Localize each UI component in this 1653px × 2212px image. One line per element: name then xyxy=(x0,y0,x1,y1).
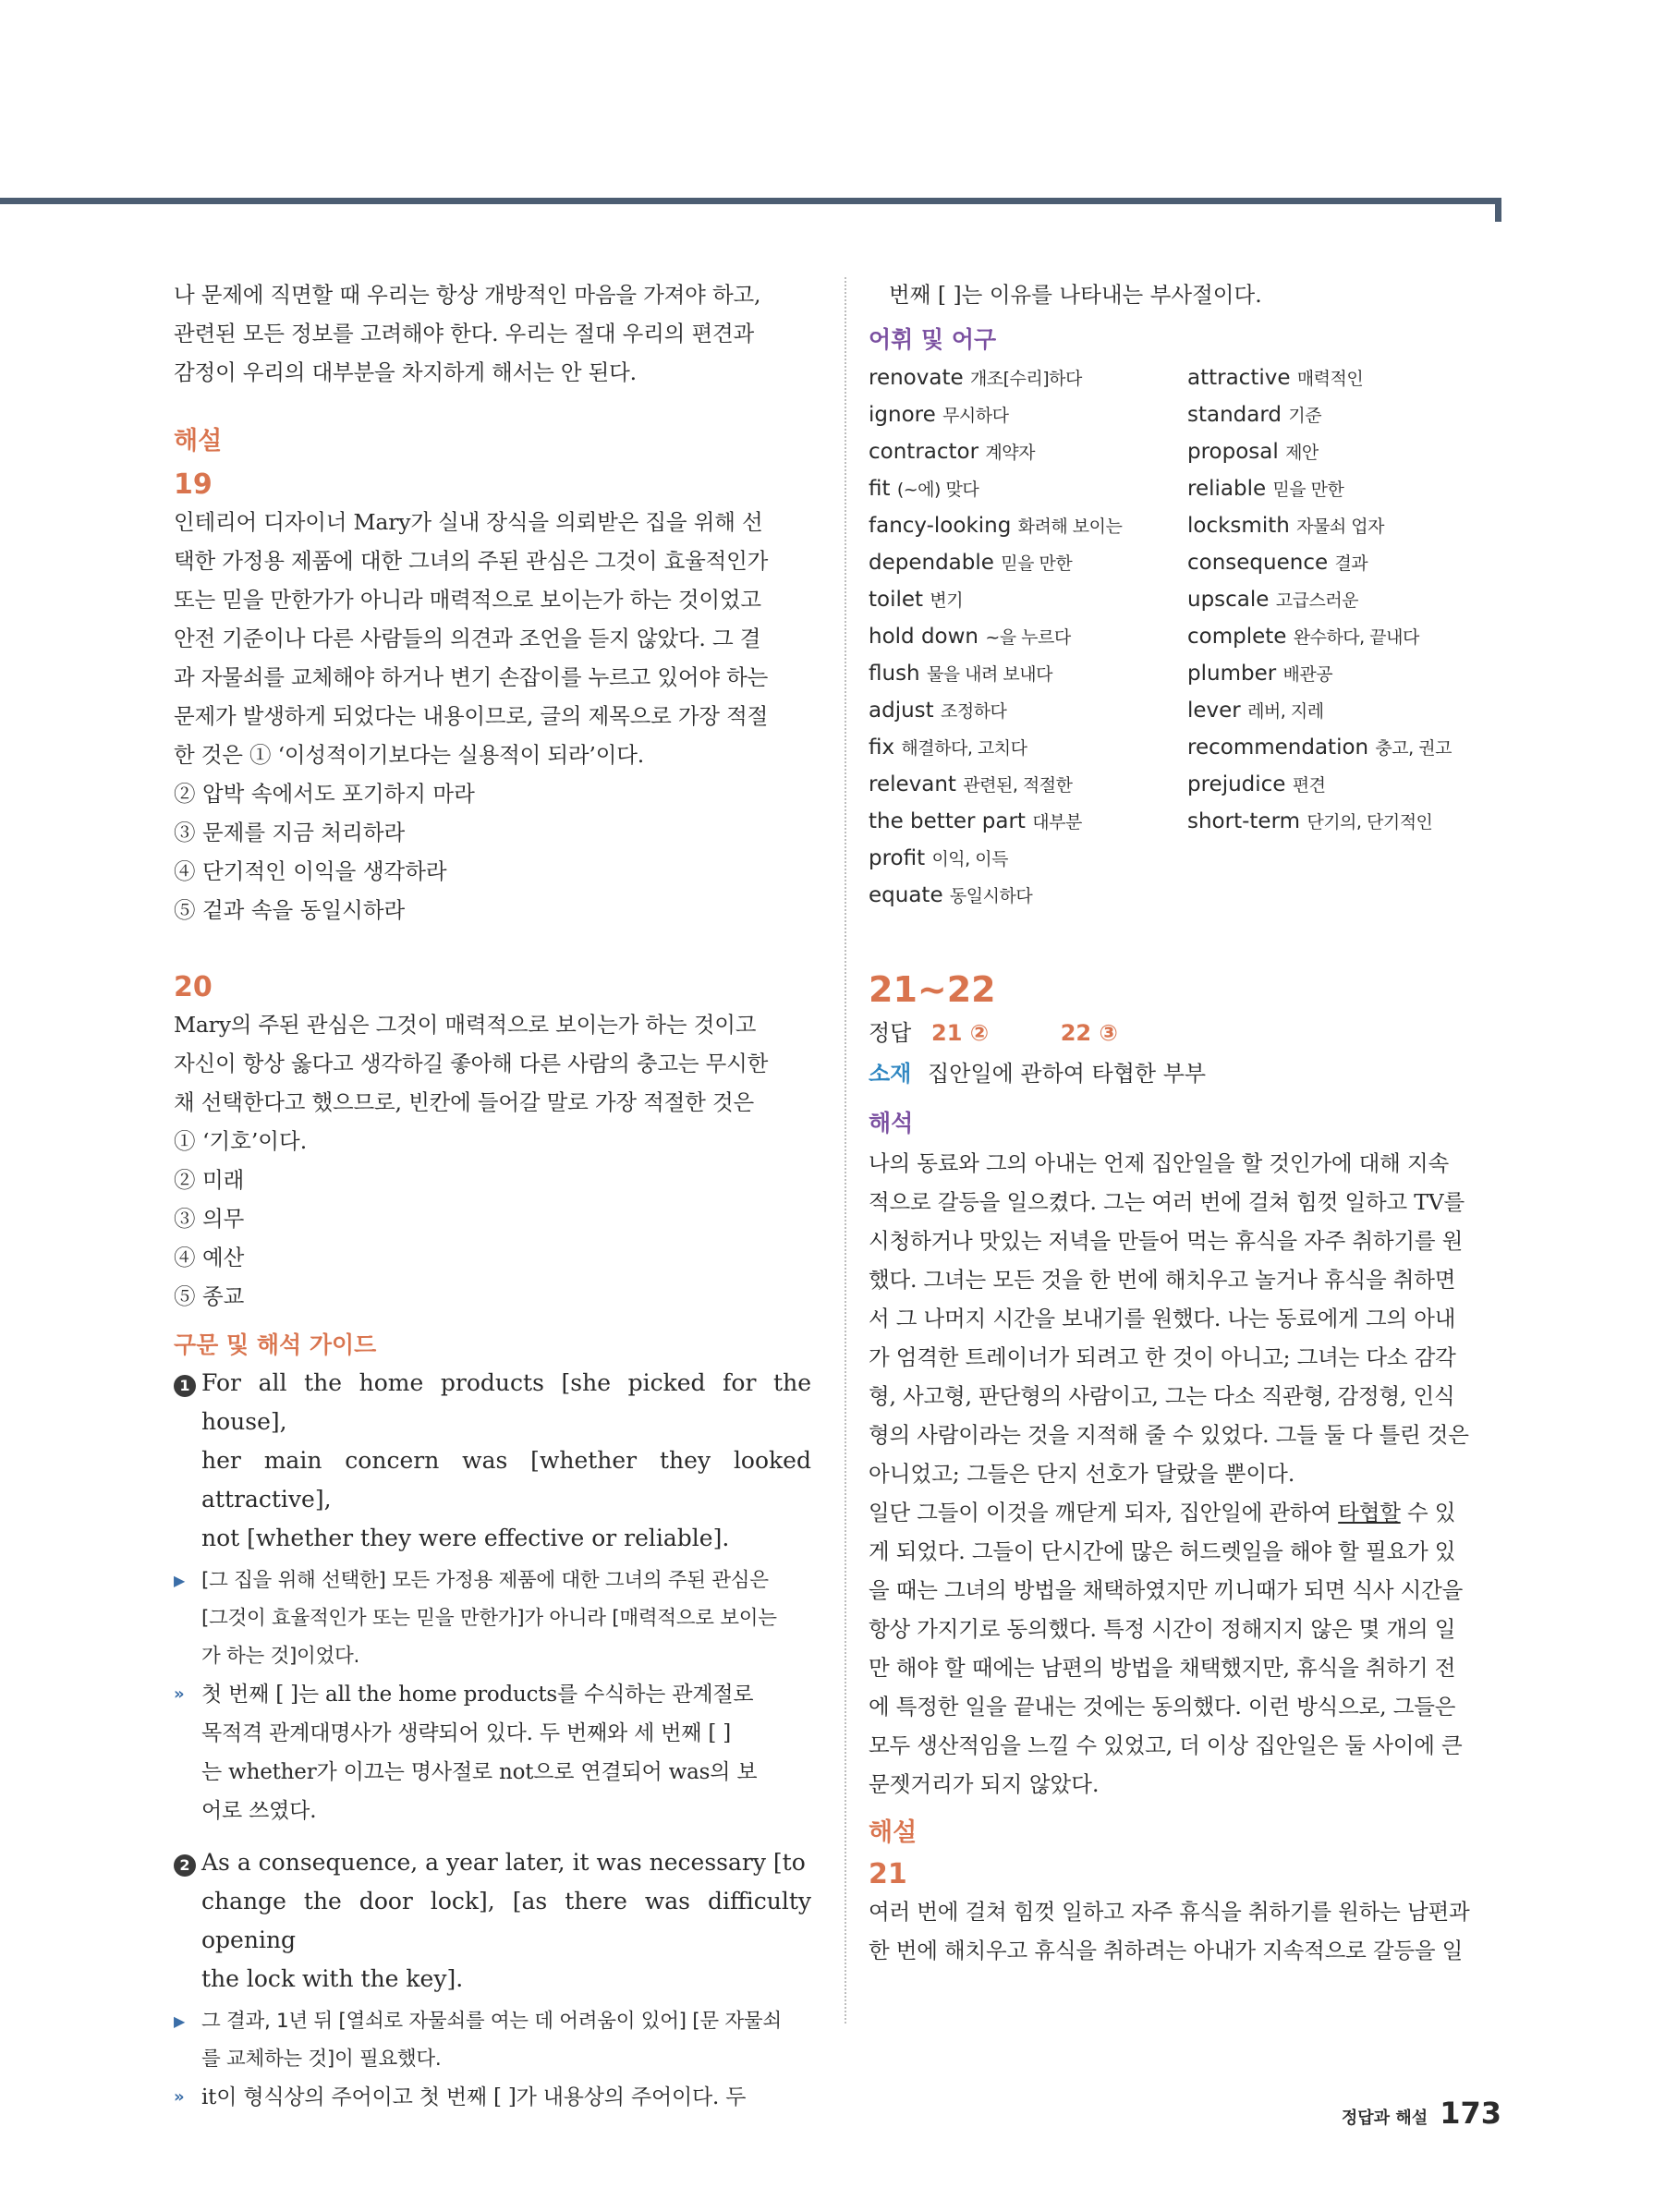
vocab-item xyxy=(1187,508,1506,545)
vocab-list xyxy=(869,360,1506,915)
translation-line: 형, 사고형, 판단형의 사람이고, 그는 다소 직관형, 감정형, 인식 xyxy=(869,1383,1455,1409)
vocab-item xyxy=(869,656,1187,693)
vocab-word: fix xyxy=(869,735,895,760)
translation-line: 했다. 그녀는 모든 것을 한 번에 해치우고 놀거나 휴식을 취하면 xyxy=(869,1267,1456,1293)
translation-line: 아니었고; 그들은 단지 선호가 달랐을 뿐이다. xyxy=(869,1461,1295,1487)
translation-line xyxy=(869,1493,1506,1532)
question-number-21-22: 21~22 xyxy=(869,969,996,1010)
vocab-word: relevant xyxy=(869,772,956,796)
grammar-note-line: it이 형식상의 주어이고 첫 번째 [ ]가 내용상의 주어이다. 두 xyxy=(201,2085,747,2109)
vocab-meaning: 매력적인 xyxy=(1296,369,1364,389)
q20-line: 채 선택한다고 했으므로, 빈칸에 들어갈 말로 가장 적절한 것은 xyxy=(174,1089,754,1115)
q20-option: ⑤ 종교 xyxy=(174,1283,245,1309)
vocab-item xyxy=(869,582,1187,619)
answer-label: 정답 xyxy=(869,1020,912,1046)
sentence-2-line: As a consequence, a year later, it was necessary [to xyxy=(201,1849,806,1876)
vocab-word: upscale xyxy=(1187,588,1270,612)
translation-line: 을 때는 그녀의 방법을 채택하였지만 끼니때가 되면 식사 시간을 xyxy=(869,1577,1464,1603)
q19-line: 과 자물쇠를 교체해야 하거나 변기 손잡이를 누르고 있어야 하는 xyxy=(174,664,769,690)
vocab-word: fit xyxy=(869,477,891,501)
vocab-word: dependable xyxy=(869,551,994,575)
grammar-note-line: 첫 번째 [ ]는 all the home products를 수식하는 관계절로 xyxy=(201,1683,754,1707)
sentence-1-line: For all the home products [she picked for the house], xyxy=(201,1369,811,1435)
translation-line: 에 특정한 일을 끝내는 것에는 동의했다. 이런 방식으로, 그들은 xyxy=(869,1694,1456,1720)
vocab-word: adjust xyxy=(869,699,934,723)
sentence-1-line: her main concern was [whether they looked attractive], xyxy=(201,1447,811,1513)
vocab-word: renovate xyxy=(869,366,964,390)
vocab-meaning: 자물쇠 업자 xyxy=(1296,517,1384,537)
vocab-meaning: 계약자 xyxy=(985,443,1035,463)
vocab-item xyxy=(1187,397,1506,434)
vocab-meaning: 완수하다, 끝내다 xyxy=(1293,627,1419,648)
vocab-meaning: 기준 xyxy=(1288,406,1322,426)
underlined-word: 타협할 xyxy=(1338,1500,1401,1525)
translation-line: 서 그 나머지 시간을 보내기를 원했다. 나는 동료에게 그의 아내 xyxy=(869,1306,1456,1331)
q20-option: ④ 예산 xyxy=(174,1245,245,1270)
vocab-word: the better part xyxy=(869,809,1026,833)
vocab-meaning: 화려해 보이는 xyxy=(1017,517,1123,537)
vocab-meaning: 무시하다 xyxy=(942,406,1009,426)
double-chevron-icon: » xyxy=(174,2087,185,2107)
column-divider xyxy=(845,277,846,2024)
vocab-meaning: 해결하다, 고치다 xyxy=(901,738,1027,759)
question-number-20: 20 xyxy=(174,971,213,1003)
vocab-word: ignore xyxy=(869,403,936,427)
sentence-1-line: not [whether they were effective or reliable]. xyxy=(201,1525,730,1551)
translation-fragment: 일단 그들이 이것을 깨닫게 되자, 집안일에 관하여 xyxy=(869,1500,1339,1525)
vocab-item xyxy=(1187,767,1506,804)
vocab-word: complete xyxy=(1187,625,1287,649)
intro-line: 나 문제에 직면할 때 우리는 항상 개방적인 마음을 가져야 하고, xyxy=(174,282,761,308)
vocab-meaning: 결과 xyxy=(1334,553,1368,574)
vocab-item xyxy=(869,730,1187,767)
vocab-item xyxy=(1187,693,1506,730)
translation-line: 항상 가지기로 동의했다. 특정 시간이 정해지지 않은 몇 개의 일 xyxy=(869,1616,1456,1642)
vocab-word: attractive xyxy=(1187,366,1291,390)
vocab-meaning: 변기 xyxy=(930,590,964,611)
continued-note-line: 번째 [ ]는 이유를 나타내는 부사절이다. xyxy=(889,282,1262,308)
vocab-word: contractor xyxy=(869,440,979,464)
sentence-2-line: change the door lock], [as there was difficulty opening xyxy=(201,1888,811,1953)
q20-explanation xyxy=(174,1005,811,1316)
q19-line: 안전 기준이나 다른 사람들의 의견과 조언을 듣지 않았다. 그 결 xyxy=(174,626,761,651)
vocab-word: toilet xyxy=(869,588,924,612)
translation-line: [그것이 효율적인가 또는 믿을 만한가]가 아니라 [매력적으로 보이는 xyxy=(201,1607,777,1630)
vocab-item xyxy=(869,545,1187,582)
translation-line: 를 교체하는 것]이 필요했다. xyxy=(201,2048,442,2071)
grammar-note-line: 는 whether가 이끄는 명사절로 not으로 연결되어 was의 보 xyxy=(201,1760,758,1784)
vocab-meaning: 믿을 만한 xyxy=(1272,480,1344,500)
intro-line: 관련된 모든 정보를 고려해야 한다. 우리는 절대 우리의 편견과 xyxy=(174,321,754,346)
q20-option: ② 미래 xyxy=(174,1167,245,1193)
vocab-word: short-term xyxy=(1187,809,1301,833)
vocab-word: consequence xyxy=(1187,551,1329,575)
vocab-title: 어휘 및 어구 xyxy=(869,326,997,353)
vocab-item xyxy=(869,619,1187,656)
vocab-item xyxy=(869,804,1187,841)
translation-line: 적으로 갈등을 일으켰다. 그는 여러 번에 걸쳐 힘껏 일하고 TV를 xyxy=(869,1189,1465,1215)
translation-line: 게 되었다. 그들이 단시간에 많은 허드렛일을 해야 할 필요가 있 xyxy=(869,1538,1456,1564)
vocab-meaning: (~에) 맞다 xyxy=(896,480,979,500)
translation-line: 가 하는 것]이었다. xyxy=(201,1645,359,1668)
sentence-2 xyxy=(174,1843,811,2117)
vocab-meaning: 단기의, 단기적인 xyxy=(1307,812,1433,833)
translation-line: 가 엄격한 트레이너가 되려고 한 것이 아니고; 그녀는 다소 감각 xyxy=(869,1344,1456,1370)
sentence-1 xyxy=(174,1364,811,1830)
vocab-meaning: 충고, 권고 xyxy=(1375,738,1452,759)
number-2-icon: 2 xyxy=(174,1854,196,1877)
triangle-right-icon: ▶ xyxy=(174,2012,186,2030)
vocab-meaning: ~을 누르다 xyxy=(985,627,1071,648)
vocab-meaning: 개조[수리]하다 xyxy=(969,369,1082,389)
q19-option: ⑤ 겉과 속을 동일시하라 xyxy=(174,897,406,923)
vocab-item xyxy=(1187,545,1506,582)
translation-line: 모두 생산적임을 느낄 수 있었고, 더 이상 집안일은 둘 사이에 큰 xyxy=(869,1732,1463,1758)
vocab-item xyxy=(1187,730,1506,767)
vocab-meaning: 레버, 지레 xyxy=(1247,701,1324,722)
translation-line: 시청하거나 맛있는 저녁을 만들어 먹는 휴식을 자주 취하기를 원 xyxy=(869,1228,1464,1254)
vocab-item xyxy=(869,397,1187,434)
header-rule-tick xyxy=(1495,198,1501,222)
vocab-item xyxy=(869,841,1187,878)
q19-line: 한 것은 ① ‘이성적이기보다는 실용적이 되라’이다. xyxy=(174,742,644,768)
vocab-item xyxy=(1187,619,1506,656)
vocab-column-left xyxy=(869,360,1187,915)
vocab-word: profit xyxy=(869,846,926,870)
vocab-item xyxy=(1187,434,1506,471)
vocab-meaning: 이익, 이득 xyxy=(931,849,1008,869)
q19-option: ③ 문제를 지금 처리하라 xyxy=(174,820,406,845)
vocab-word: hold down xyxy=(869,625,979,649)
vocab-meaning: 고급스러운 xyxy=(1275,590,1359,611)
page-footer xyxy=(1342,2096,1501,2131)
topic-text: 집안일에 관하여 타협한 부부 xyxy=(928,1061,1207,1087)
section-title-guide: 구문 및 해석 가이드 xyxy=(174,1331,377,1358)
q20-line: Mary의 주된 관심은 그것이 매력적으로 보이는가 하는 것이고 xyxy=(174,1012,757,1038)
q19-option: ② 압박 속에서도 포기하지 마라 xyxy=(174,781,475,807)
vocab-word: locksmith xyxy=(1187,514,1290,538)
question-number-21: 21 xyxy=(869,1858,907,1890)
answer-22: 22 ③ xyxy=(1060,1020,1118,1046)
vocab-meaning: 믿을 만한 xyxy=(1001,553,1073,574)
topic-row xyxy=(869,1053,1506,1094)
vocab-word: standard xyxy=(1187,403,1282,427)
translation-line: 만 해야 할 때에는 남편의 방법을 채택했지만, 휴식을 취하기 전 xyxy=(869,1655,1456,1681)
sentence-2-line: the lock with the key]. xyxy=(201,1965,464,1992)
vocab-word: proposal xyxy=(1187,440,1279,464)
q20-line: ① ‘기호’이다. xyxy=(174,1128,308,1154)
translation-line: 나의 동료와 그의 아내는 언제 집안일을 할 것인가에 대해 지속 xyxy=(869,1150,1449,1176)
vocab-meaning: 물을 내려 보내다 xyxy=(926,664,1052,685)
double-chevron-icon: » xyxy=(174,1684,185,1704)
grammar-note-line: 어로 쓰였다. xyxy=(201,1799,317,1823)
translation-line: 그 결과, 1년 뒤 [열쇠로 자물쇠를 여는 데 어려움이 있어] [문 자물쇠 xyxy=(201,2010,782,2033)
footer-label: 정답과 해설 xyxy=(1341,2109,1428,2128)
vocab-word: reliable xyxy=(1187,477,1267,501)
vocab-item xyxy=(869,471,1187,508)
topic-label: 소재 xyxy=(869,1061,912,1087)
right-column xyxy=(869,275,1506,1970)
left-column xyxy=(174,275,811,2117)
section-title-haeseol: 해설 xyxy=(869,1818,918,1847)
q19-line: 또는 믿을 만한가가 아니라 매력적으로 보이는가 하는 것이었고 xyxy=(174,587,761,613)
translation-title: 해석 xyxy=(869,1110,914,1136)
translation-line: 형의 사람이라는 것을 지적해 줄 수 있었다. 그들 둘 다 틀린 것은 xyxy=(869,1422,1469,1448)
q19-option: ④ 단기적인 이익을 생각하라 xyxy=(174,858,447,884)
translation-block xyxy=(869,1144,1506,1804)
question-number-19: 19 xyxy=(174,468,213,501)
vocab-column-right xyxy=(1187,360,1506,915)
translation-fragment: 수 있 xyxy=(1400,1500,1456,1525)
vocab-item xyxy=(869,878,1187,915)
q19-line: 택한 가정용 제품에 대한 그녀의 주된 관심은 그것이 효율적인가 xyxy=(174,548,769,574)
answer-21: 21 ② xyxy=(931,1020,990,1046)
q21-line: 여러 번에 걸쳐 힘껏 일하고 자주 휴식을 취하기를 원하는 남편과 xyxy=(869,1899,1470,1925)
vocab-item xyxy=(869,360,1187,397)
vocab-meaning: 제안 xyxy=(1285,443,1319,463)
q19-line: 인테리어 디자이너 Mary가 실내 장식을 의뢰받은 집을 위해 선 xyxy=(174,509,763,535)
header-rule xyxy=(0,198,1501,204)
vocab-item xyxy=(1187,471,1506,508)
vocab-word: flush xyxy=(869,662,920,686)
vocab-meaning: 배관공 xyxy=(1282,664,1333,685)
vocab-meaning: 편견 xyxy=(1292,775,1326,796)
vocab-word: fancy-looking xyxy=(869,514,1012,538)
vocab-item xyxy=(869,508,1187,545)
vocab-word: equate xyxy=(869,883,943,907)
page-number: 173 xyxy=(1440,2096,1501,2131)
vocab-word: prejudice xyxy=(1187,772,1286,796)
q20-option: ③ 의무 xyxy=(174,1206,245,1232)
section-title-haeseol: 해설 xyxy=(174,427,223,456)
triangle-right-icon: ▶ xyxy=(174,1572,186,1589)
translation-line: 문젯거리가 되지 않았다. xyxy=(869,1771,1100,1797)
grammar-note-line: 목적격 관계대명사가 생략되어 있다. 두 번째와 세 번째 [ ] xyxy=(201,1721,732,1745)
vocab-item xyxy=(1187,804,1506,841)
vocab-word: plumber xyxy=(1187,662,1277,686)
q19-line: 문제가 발생하게 되었다는 내용이므로, 글의 제목으로 가장 적절 xyxy=(174,703,769,729)
vocab-word: lever xyxy=(1187,699,1241,723)
vocab-item xyxy=(869,434,1187,471)
vocab-word: recommendation xyxy=(1187,735,1369,760)
vocab-item xyxy=(869,767,1187,804)
q20-line: 자신이 항상 옳다고 생각하길 좋아해 다른 사람의 충고는 무시한 xyxy=(174,1051,769,1076)
vocab-item xyxy=(869,693,1187,730)
vocab-meaning: 대부분 xyxy=(1032,812,1082,833)
vocab-meaning: 관련된, 적절한 xyxy=(963,775,1073,796)
q21-line: 한 번에 해치우고 휴식을 취하려는 아내가 지속적으로 갈등을 일 xyxy=(869,1938,1464,1963)
vocab-meaning: 조정하다 xyxy=(940,701,1007,722)
answer-row xyxy=(869,1013,1506,1053)
number-1-icon: 1 xyxy=(174,1375,196,1397)
intro-line: 감정이 우리의 대부분을 차지하게 해서는 안 된다. xyxy=(174,359,637,385)
vocab-item xyxy=(1187,582,1506,619)
vocab-meaning: 동일시하다 xyxy=(949,886,1033,906)
vocab-item xyxy=(1187,656,1506,693)
q19-explanation xyxy=(174,503,811,930)
vocab-item xyxy=(1187,360,1506,397)
translation-line: [그 집을 위해 선택한] 모든 가정용 제품에 대한 그녀의 주된 관심은 xyxy=(201,1569,769,1592)
